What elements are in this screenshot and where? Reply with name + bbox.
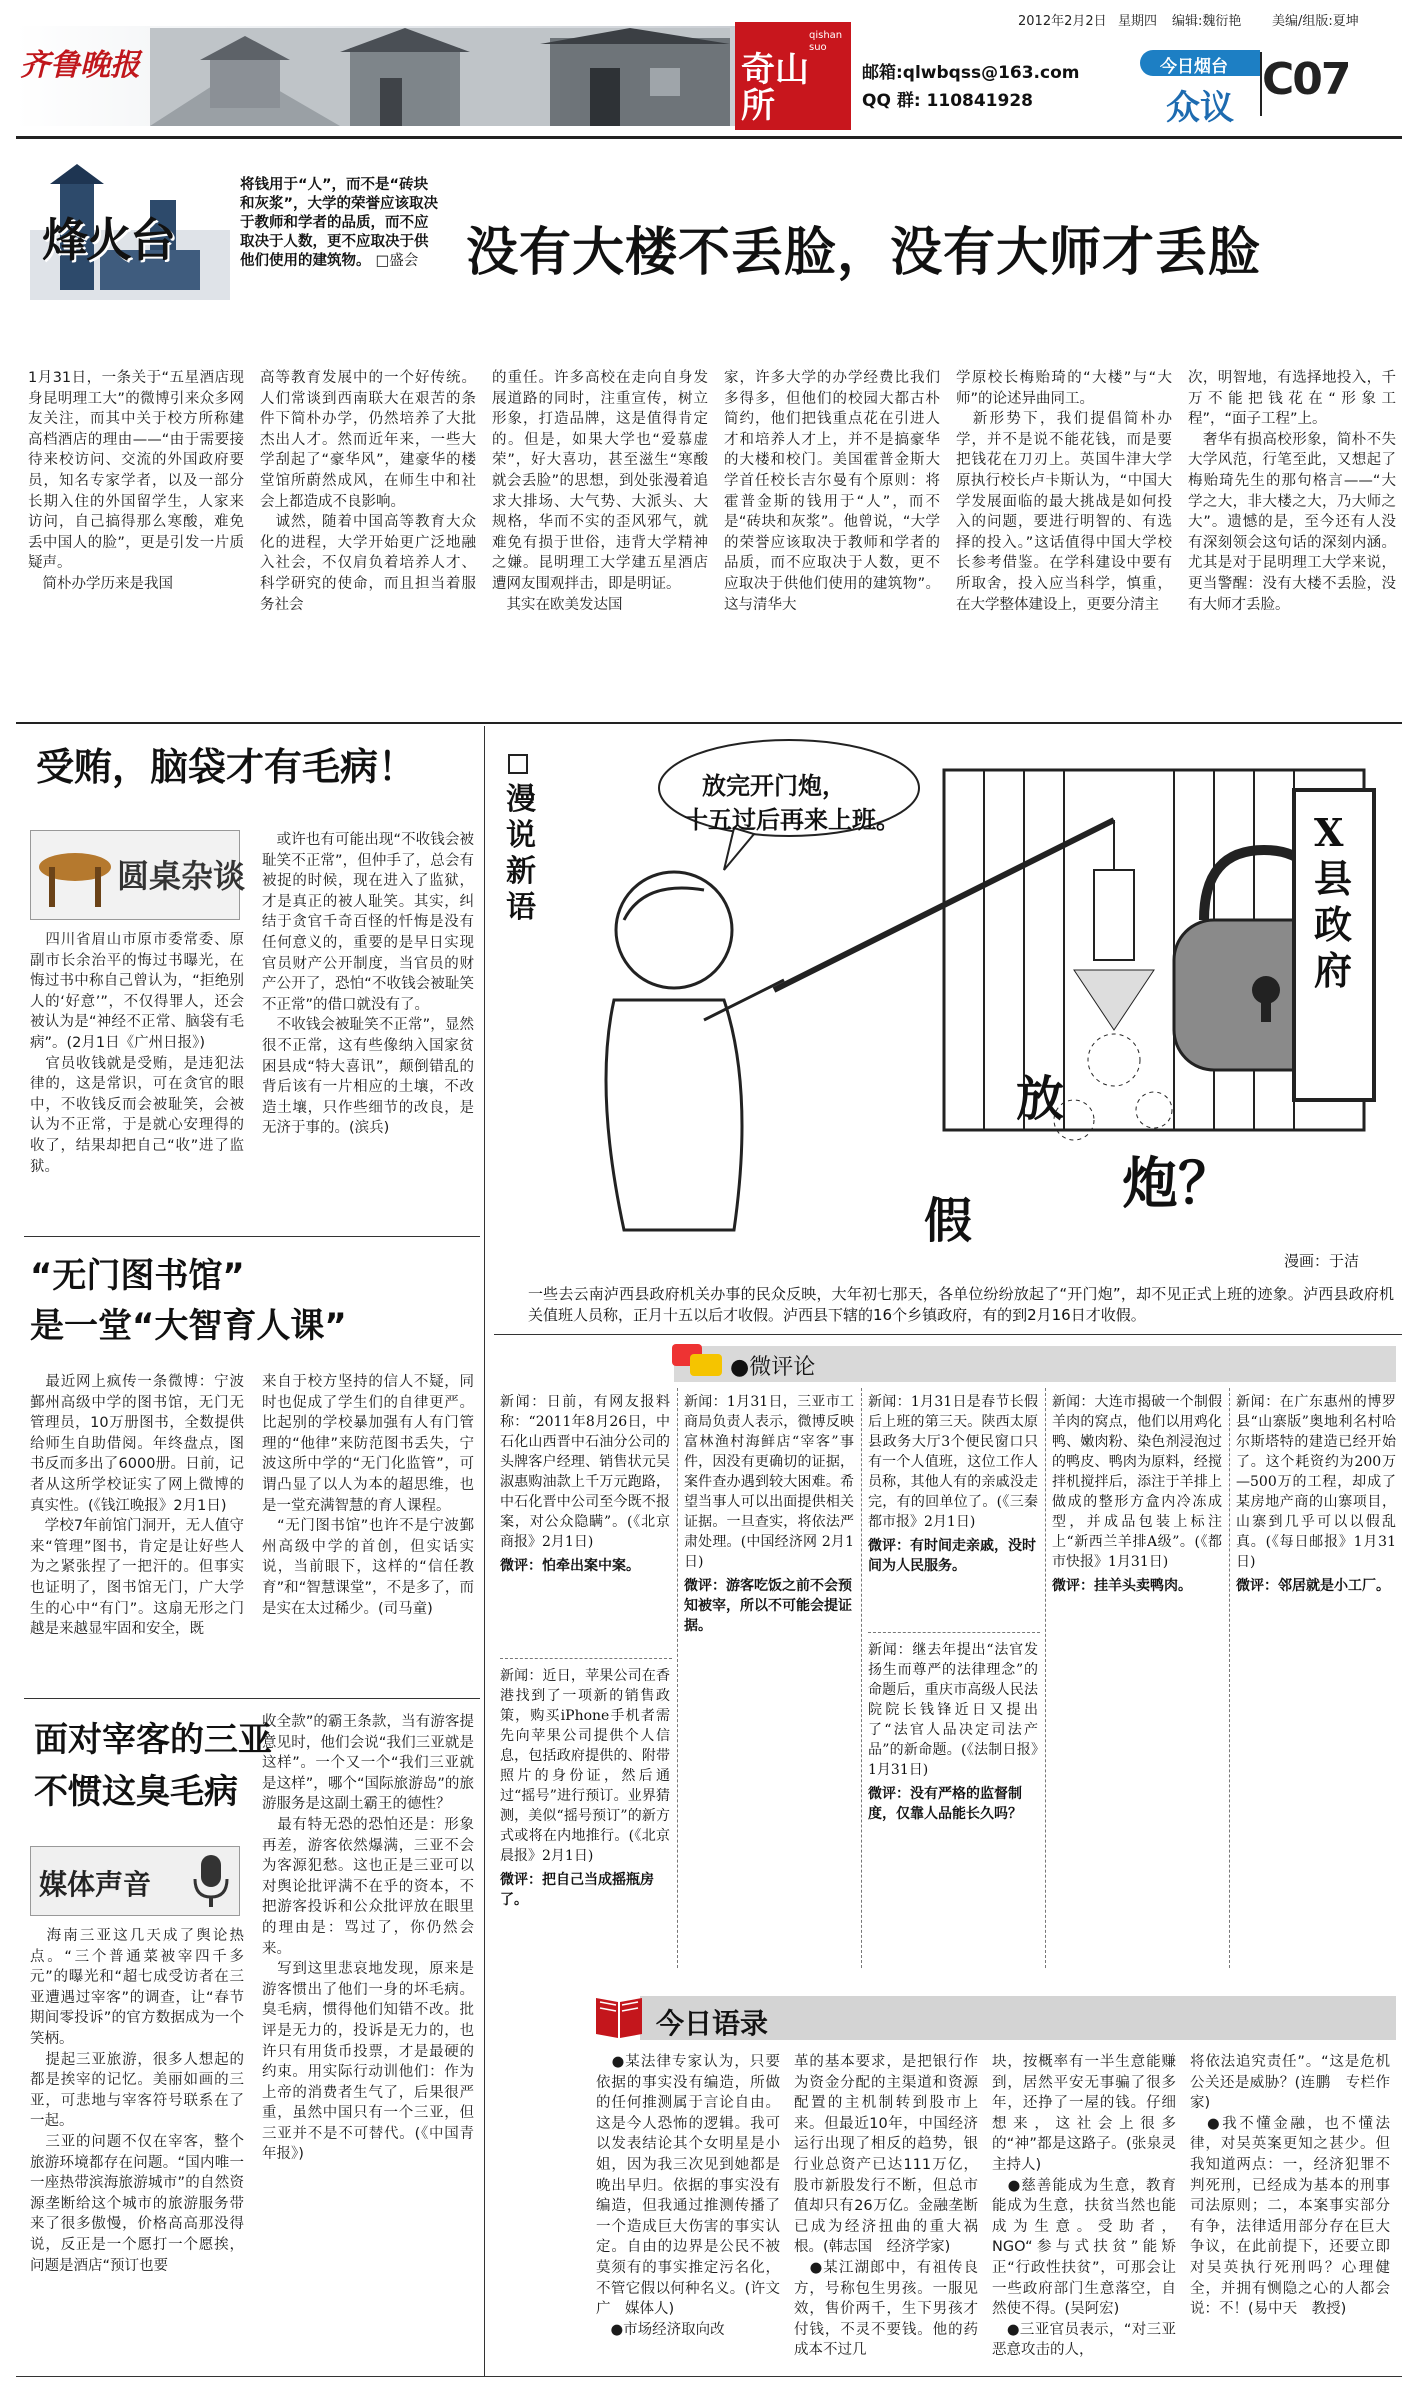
weipinglun-item-5-news: 新闻：继去年提出“法官发扬生而尊严的法律理念”的命题后，重庆市高级人民法院院长钱锋近日又提出了“法官人品决定司法产品”的新命题。(《法制日报》1月31日) bbox=[868, 1642, 1038, 1778]
weipinglun-section bbox=[494, 1340, 1402, 1990]
fenghuo-quote bbox=[240, 176, 440, 271]
weipinglun-dot: ● bbox=[730, 1355, 750, 1380]
page-header bbox=[0, 0, 1417, 140]
weipinglun-item-6-weibo: 微评：挂羊头卖鸭肉。 bbox=[1052, 1578, 1192, 1594]
fenghuo-quote-text: 将钱用于“人”，而不是“砖块和灰浆”，大学的荣誉应该取决于教师和学者的品质，而不应取决于人数，更不应取决于供他们使用的建筑物。 bbox=[240, 177, 439, 269]
fenghuo-col-3: 的重任。许多高校在走向自身发展道路的同时，注重宣传，树立形象，打造品牌，这是值得肯定的。但是，如果大学也“爱慕虚荣”，好大喜功，甚至滋生“寒酸就会丢脸”的思想，到处张漫着追求大排场、大气势、大派头、大规格，华而不实的歪风邪气，就难免有损于世俗，违背大学精神之嫌。昆明理工大学建五星酒店遭网友围观拌击，即是明证。 其实在欧美发达国 bbox=[492, 370, 708, 613]
yuanzhuo-headline: 受贿，脑袋才有毛病！ bbox=[36, 745, 417, 789]
weipinglun-item-1 bbox=[500, 1392, 670, 1652]
cartoon-word-pao: 炮？ bbox=[1122, 1151, 1234, 1217]
jinri-col-1: ●某法律专家认为，只要依据的事实没有编造，所做的任何推测属于言论自由。这是今人恐怖的逻辑。我可以发表结论其个女明星是小姐，因为我三次见到她都是晚出早归。依据的事实没有编造，但我通过推测传播了一个造成巨大伤害的事实认定。自由的边界是公民不被莫须有的事实推定污名化，不管它假以何种名义。(许文广 媒体人) ●市场经济取向改 bbox=[596, 2054, 780, 2338]
qishansuo-logo-text: 奇山所 bbox=[741, 50, 809, 126]
chat-bubbles-icon bbox=[670, 1340, 726, 1384]
contact-email: 邮箱:qlwbqss@163.com bbox=[862, 63, 1080, 83]
library-rule bbox=[24, 1698, 480, 1699]
weipinglun-item-2-weibo: 微评：把自己当成摇瓶房了。 bbox=[500, 1872, 654, 1908]
issue-weekday: 星期四 bbox=[1118, 14, 1158, 29]
jinri-col-2: 革的基本要求，是把银行作为资金分配的主渠道和资源配置的主机制转到股市上来。但最近10年，中国经济运行出现了相反的趋势，银行业总资产已达111万亿，股市新股发行不断，但总市值却只有26万亿。金融垄断已成为经济扭曲的重大祸根。(韩志国 经济学家) ●某江湖郎中，有祖传良方，号称包生男孩。一服见效，售价两千，生下男孩才付钱，不灵不要钱。他的药成本不过几 bbox=[794, 2054, 978, 2359]
book-icon bbox=[592, 1990, 646, 2042]
library-headline-2: 是一堂“大智育人课” bbox=[30, 1306, 347, 1346]
wpl-divider-5 bbox=[500, 1658, 672, 1659]
weipinglun-item-3 bbox=[684, 1392, 854, 1962]
yuanzhuo-logo bbox=[30, 830, 246, 920]
fenghuo-section bbox=[16, 150, 1402, 720]
weipinglun-item-3-news: 新闻：1月31日，三亚市工商局负责人表示，微博反映富林渔村海鲜店“宰客”事件，因没有更确切的证据，案件查办遇到较大困难。希望当事人可以出面提供相关证据。一旦查实，将依法严肃处理。(中国经济网 2月1日) bbox=[684, 1394, 854, 1570]
weipinglun-item-2 bbox=[500, 1666, 670, 1966]
fenghuo-logo-text: 烽火台 bbox=[42, 213, 174, 267]
left-column-divider bbox=[484, 726, 485, 2376]
yuanzhuo-col-2: 或许也有可能出现“不收钱会被耻笑不正常”，但仲手了，总会有被捉的时候，现在进入了监狱，才是真正的被人耻笑。其实，纠结于贪官千奇百怪的忏悔是没有任何意义的，重要的是早日实现官员财产公开制度，当官员的财产公开了，恐怕“不收钱会被耻笑不正常”的借口就没有了。 不收钱会被耻笑不正常”，显然很不正常，这有些像纳入国家贫困县成“特大喜讯”，颠倒错乱的背后该有一片相应的土壤，不改造土壤，只作些细节的改良，是无济于事的。(滨兵) bbox=[262, 832, 474, 1137]
fenghuo-col-5: 学原校长梅贻琦的“大楼”与“大师”的论述异曲同工。 新形势下，我们提倡简朴办学，并不是说不能花钱，而是要把钱花在刀刃上。英国牛津大学原执行校长卢卡斯认为，“中国大学发展面临的最大挑战是如何投入的问题，要进行明智的、有选择的投入。”这话值得中国大学校长参考借鉴。在学科建设中要有所取舍，投入应当科学，慎重，在大学整体建设上，更要分清主 bbox=[956, 370, 1172, 613]
editor-credit: 编辑:魏衍艳 bbox=[1172, 14, 1242, 29]
sanya-headline-1: 面对宰客的三亚 bbox=[34, 1720, 272, 1760]
yuanzhuo-col-1: 四川省眉山市原市委常委、原副市长余治平的悔过书曝光，在悔过书中称自己曾认为，“拒绝别人的‘好意’”，不仅得罪人，还会被认为是“神经不正常、脑袋有毛病”。(2月1日《广州日报》) 官员收钱就是受贿，是违犯法律的，这是常识，可在贪官的眼中，不收钱反而会被耻笑，会被认为不正常，于是就心安理得的收了，结果却把自己“收”进了监狱。 bbox=[30, 932, 244, 1175]
weipinglun-item-1-news: 新闻：日前，有网友报料称：“2011年8月26日，中石化山西晋中石油分公司的头牌客户经理、销售状元吴淑惠购油款上千万元跑路，中石化晋中公司至今既不报案，对公众隐瞒”。(《北京商报》2月1日) bbox=[500, 1394, 670, 1550]
cartoon-word-jia: 假 bbox=[924, 1193, 973, 1249]
edition-tag bbox=[1140, 50, 1260, 76]
jinri-col-3: 块，按概率有一半生意能赚到，居然平安无事骗了很多年，还挣了一屋的钱。仔细想来，这社会上很多的“神”都是这路子。(张泉灵 主持人) ●慈善能成为生意，教育能成为生意，扶贫当然也能成为生意。受助者，NGO“参与式扶贫”能矫正“行政性扶贫”，可那会让一些政府部门生意落空，自然使不得。(吴阿宏) ●三亚官员表示，“对三亚恶意攻击的人， bbox=[992, 2054, 1176, 2359]
weipinglun-item-7 bbox=[1236, 1392, 1396, 1962]
weipinglun-label bbox=[730, 1350, 815, 1381]
sanya-logo bbox=[30, 1846, 240, 1916]
sanya-col-1: 海南三亚这几天成了舆论热点。“三个普通菜被宰四千多元”的曝光和“超七成受访者在三亚遭遇过宰客”的调查，让“春节期间零投诉”的官方数据成为一个笑柄。 提起三亚旅游，很多人想起的都是挨宰的记忆。美丽如画的三亚，可悲地与宰客符号联系在了一起。 三亚的问题不仅在宰客，整个旅游环境都存在问题。“国内唯一一座热带滨海旅游城市”的自然资源垄断给这个城市的旅游服务带来了很多傲慢，价格高高那没得说，反正是一个愿打一个愿挨，问题是酒店“预订也要 bbox=[30, 1928, 244, 2274]
cartoon-credit: 漫画：于洁 bbox=[1284, 1252, 1360, 1270]
fenghuo-rule bbox=[16, 722, 1402, 724]
speech-bubble-line-2: 十五过后再来上班。 bbox=[684, 806, 900, 834]
weipinglun-item-6-news: 新闻：大连市揭破一个制假羊肉的窝点，他们以用鸡化鸭、嫩肉粉、染色剂浸泡过的鸭皮、鸭肉为原料，经搅拌机搅拌后，添注于羊排上做成的整形方盒内冷冻成型，并成品包装上标注上“新西兰羊排A级”。(《都市快报》1月31日) bbox=[1052, 1394, 1222, 1570]
weipinglun-label-text: 微评论 bbox=[749, 1355, 816, 1380]
fenghuo-col-1: 1月31日，一条关于“五星酒店现身昆明理工大”的微博引来众多网友关注，而其中关于校方所称建高档酒店的理由——“由于需要接待来校访问、交流的外国政府要员，知名专家学者，以及一部分长期入住的外国留学生，人家来访问，自己搞得那么寒酸，难免丢中国人的脸”，更是引发一片质疑声。 简朴办学历来是我国 bbox=[28, 370, 244, 592]
cartoon-caption: 一些去云南泸西县政府机关办事的民众反映，大年初七那天，各单位纷纷放起了“开门炮”，却不见正式上班的迹象。泸西县政府机关值班人员称，正月十五以后才收假。泸西县下辖的16个乡镇政府，有的到2月16日才收假。 bbox=[528, 1285, 1394, 1324]
section-title: 众议 bbox=[1166, 88, 1234, 128]
weipinglun-item-2-news: 新闻：近日，苹果公司在香港找到了一项新的销售政策，购买iPhone手机者需先向苹果公司提供个人信息，包括政府提供的、附带照片的身份证，然后通过“摇号”进行预订。业界猜测，美似“摇号预订”的新方式或将在内地推行。(《北京晨报》2月1日) bbox=[500, 1668, 670, 1864]
manshuo-label-box bbox=[508, 754, 528, 774]
manshuo-section bbox=[494, 730, 1402, 1330]
page-bottom-rule bbox=[16, 2376, 1402, 2377]
weipinglun-item-5 bbox=[868, 1640, 1038, 1960]
cartoon-illustration bbox=[554, 730, 1394, 1290]
fenghuo-col-6: 次，明智地，有选择地投入，千万不能把钱花在“形象工程”，“面子工程”上。 奢华有损高校形象，简朴不失大学风范，行笔至此，又想起了梅贻琦先生的那句格言——“大学之大，非大楼之大，乃大师之大”。遗憾的是，至今还有人没有深刻领会这句话的深刻内涵。尤其是对于昆明理工大学来说，更当警醒：没有大楼不丢脸，没有大师才丢脸。 bbox=[1188, 370, 1396, 613]
paper-logo: 齐鲁晚报 bbox=[20, 48, 140, 83]
wpl-divider-3 bbox=[1045, 1388, 1046, 1968]
sanya-logo-text: 媒体声音 bbox=[39, 1868, 152, 1901]
weipinglun-item-5-weibo: 微评：没有严格的监督制度，仅靠人品能长久吗？ bbox=[868, 1786, 1022, 1822]
sanya-headline-2: 不惯这臭毛病 bbox=[34, 1772, 238, 1812]
header-rule bbox=[16, 136, 1402, 139]
jinri-col-4: 将依法追究责任”。“这是危机公关还是威胁？(连鹏 专栏作家) ●我不懂金融，也不懂法律，对吴英案更知之甚少。但我知道两点：一，经济犯罪不判死刑，已经成为基本的刑事司法原则；二，本案事实部分有争，法律适用部分存在巨大争议，在此前提下，还要立即对吴英执行死刑吗？心理健全，并拥有恻隐之心的人都会说：不！(易中天 教授) bbox=[1190, 2054, 1390, 2318]
yuanzhuo-logo-text: 圆桌杂谈 bbox=[117, 857, 246, 895]
manshuo-label: 漫说新语 bbox=[506, 782, 536, 925]
street-photo bbox=[150, 28, 730, 126]
microphone-icon bbox=[189, 1853, 233, 1911]
weipinglun-item-1-weibo: 微评：怕牵出案中案。 bbox=[500, 1558, 640, 1574]
fenghuo-col-2: 高等教育发展中的一个好传统。人们常谈到西南联大在艰苦的条件下简朴办学，仍然培养了大批杰出人才。然而近年来，一些大学刮起了“豪华风”，建豪华的楼堂馆所蔚然成风，在师生中和社会上都造成不良影响。 诚然，随着中国高等教育大众化的进程，大学开始更广泛地融入社会，不仅肩负着培养人才、科学研究的使命，而且担当着服务社会 bbox=[260, 370, 476, 613]
fenghuo-logo-box bbox=[30, 160, 230, 300]
edition-tag-text: 今日烟台 bbox=[1160, 57, 1228, 77]
wpl-divider-1 bbox=[677, 1388, 678, 1968]
issue-date: 2012年2月2日 bbox=[1018, 14, 1107, 29]
government-sign: X县政府 bbox=[1314, 810, 1353, 993]
weipinglun-item-3-weibo: 微评：游客吃饭之前不会预知被宰，所以不可能会提证据。 bbox=[684, 1578, 852, 1634]
wpl-divider-4 bbox=[1229, 1388, 1230, 1968]
wpl-divider-2 bbox=[861, 1388, 862, 1968]
layout-credit: 美编/组版:夏坤 bbox=[1272, 14, 1359, 29]
qishansuo-logo bbox=[735, 22, 851, 130]
library-col-2: 来自于校方坚持的信人不疑，同时也促成了学生们的自律更严。比起别的学校暴加强有人有门管理的“他律”来防范图书丢失，宁波这所中学的“无门化监管”，可谓凸显了以人为本的超思维，也是一堂充满智慧的育人课程。 “无门图书馆”也许不是宁波鄞州高级中学的首创，但实话实说，当前眼下，这样的“信任教育”和“智慧课堂”，不是多了，而是实在太过稀少。(司马童) bbox=[262, 1374, 474, 1617]
wpl-divider-6 bbox=[868, 1632, 1040, 1633]
round-table-icon bbox=[35, 837, 115, 915]
cartoon-word-fang: 放 bbox=[1016, 1071, 1065, 1127]
fenghuo-col-4: 家，许多大学的办学经费比我们多得多，但他们的校园大都古朴简约，他们把钱重点花在引进人才和培养人才上，并不是搞豪华的大楼和校门。美国霍普金斯大学首任校长吉尔曼有个原则：将霍普金斯的钱用于“人”，而不是“砖块和灰浆”。他曾说，“大学的荣誉应该取决于教师和学者的品质，而不应取决于人数，更不应取决于供他们使用的建筑物”。这与清华大 bbox=[724, 370, 940, 613]
speech-bubble-line-1: 放完开门炮， bbox=[702, 772, 846, 800]
sanya-col-2: 收全款”的霸王条款，当有游客提意见时，他们会说“我们三亚就是这样”。一个又一个“我们三亚就是这样”，哪个“国际旅游岛”的旅游服务是这副土霸王的德性？ 最有特无恐的恐怕还是：形象再差，游客依然爆满，三亚不会为客源犯愁。这也正是三亚可以对舆论批评满不在乎的资本，不把游客投诉和公众批评放在眼里的理由是：骂过了，你仍然会来。 写到这里悲哀地发现，原来是游客惯出了他们一身的坏毛病。臭毛病，惯得他们知错不改。批评是无力的，投诉是无力的，也许只有用货币投票，才是最硬的约束。用实际行动训他们：作为上帝的消费者生气了，后果很严重，虽然中国只有一个三亚，但三亚并不是不可替代。(《中国青年报》) bbox=[262, 1714, 474, 2163]
weipinglun-item-4 bbox=[868, 1392, 1038, 1622]
header-divider bbox=[1260, 52, 1262, 116]
library-col-1: 最近网上疯传一条微博：宁波鄞州高级中学的图书馆，无门无管理员，10万册图书，全数提供给师生自助借阅。年终盘点，图书反而多出了6000册。日前，记者从这所学校证实了网上微博的真实性。(《钱江晚报》2月1日) 学校7年前馆门洞开，无人值守来“管理”图书，肯定是让好些人为之紧张捏了一把汗的。但事实也证明了，图书馆无门，广大学生的心中“有门”。这扇无形之门越是来越显牢固和安全，既 bbox=[30, 1374, 244, 1638]
fenghuo-quote-author: □盛会 bbox=[375, 253, 419, 269]
weipinglun-item-7-news: 新闻：在广东惠州的博罗县“山寨版”奥地利名村哈尔斯塔特的建造已经开始了。这个耗资约为200万—500万的工程，却成了某房地产商的山寨项目，山寨到几乎可以以假乱真。(《每日邮报》1月31日) bbox=[1236, 1394, 1396, 1570]
qishansuo-logo-pinyin: qishan suo bbox=[809, 30, 843, 53]
weipinglun-item-4-news: 新闻：1月31日是春节长假后上班的第三天。陕西太原县政务大厅3个便民窗口只有一个人值班，这位工作人员称，其他人有的亲戚没走完，有的回单位了。(《三秦都市报》2月1日) bbox=[868, 1394, 1038, 1530]
weipinglun-item-7-weibo: 微评：邻居就是小工厂。 bbox=[1236, 1578, 1390, 1594]
page-number: C07 bbox=[1262, 54, 1350, 105]
yuanzhuo-rule bbox=[24, 1236, 480, 1237]
weipinglun-item-6 bbox=[1052, 1392, 1222, 1652]
weipinglun-item-4-weibo: 微评：有时间走亲戚，没时间为人民服务。 bbox=[868, 1538, 1036, 1574]
jinri-section bbox=[494, 1990, 1402, 2376]
jinri-label: 今日语录 bbox=[656, 2007, 769, 2040]
cartoon-rule bbox=[494, 1334, 1402, 1335]
contact-qq: QQ 群: 110841928 bbox=[862, 91, 1033, 111]
fenghuo-headline: 没有大楼不丢脸，没有大师才丢脸 bbox=[466, 223, 1262, 283]
library-headline-1: “无门图书馆” bbox=[30, 1256, 245, 1296]
